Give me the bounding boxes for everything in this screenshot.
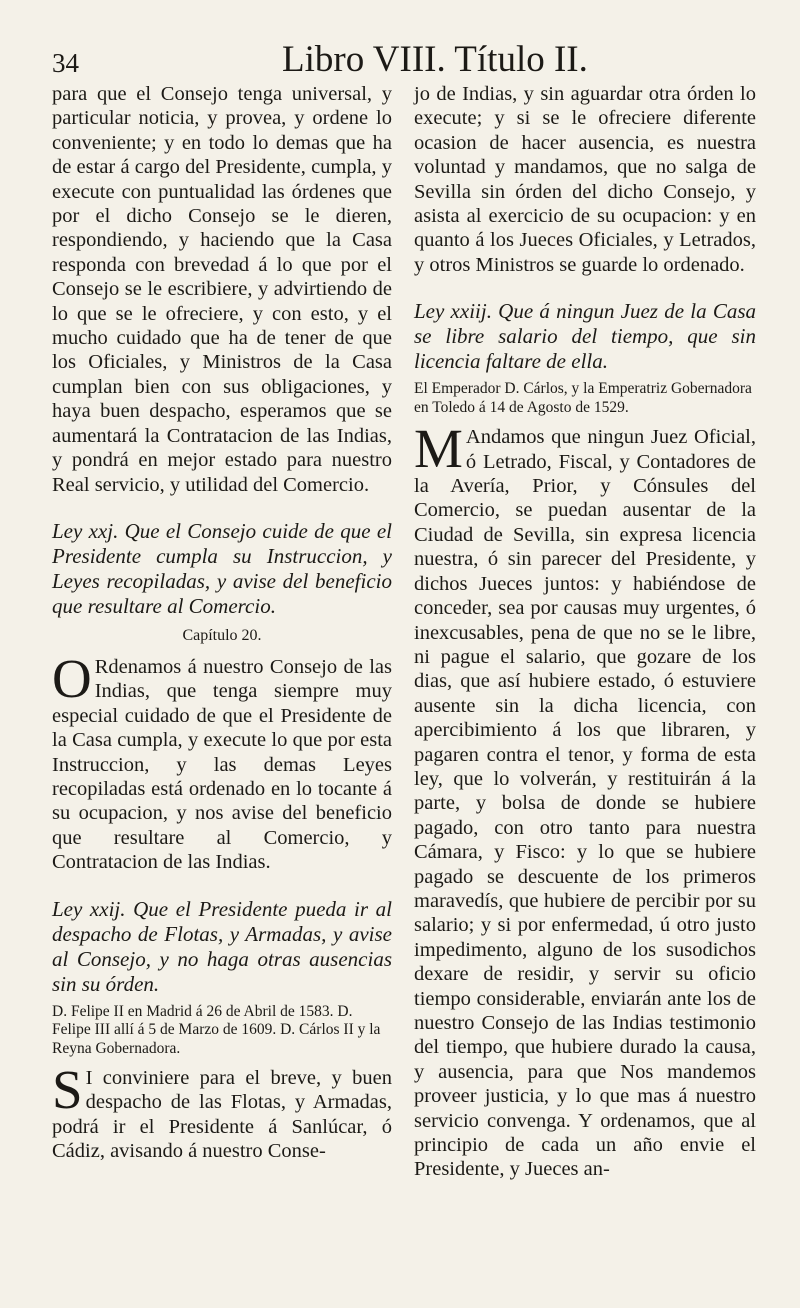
law-23-title: Ley xxiij. Que á ningun Juez de la Casa se libre salario del tiempo, que sin licencia faltare de ella. — [414, 299, 756, 374]
running-title: Libro VIII. Título II. — [282, 39, 588, 80]
right-column — [414, 82, 756, 1182]
law-23-text: Andamos que ningun Juez Oficial, ó Letrado, Fiscal, y Contadores de la Avería, Prior, y Cónsules del Comercio, se puedan ausentar de la Ciudad de Sevilla, sin expresa licencia nuestra, ó sin parecer del Presidente, y dichos Jueces juntos: y habiéndose de conceder, sea por causas muy urgentes, ó inexcusables, pena de que no se le libre, ni pague el salario, que gozare de los dias, que así hubiere estado, ó estuviere ausente sin la dicha licencia, con apercibimiento á los que libraren, y pagaren contra el tenor, y forma de esta ley, que lo volverán, y restituirán á la parte, y bolsa de donde se hubiere pagado, con otro tanto para nuestra Cámara, y Fisco: y lo que se hubiere pagado se descuente de los primeros maravedís, que hubiere de percibir por su salario; y si por enfermedad, ú otro justo impedimento, alguno de los susodichos dexare de residir, y servir su oficio tiempo considerable, enviarán ante los de nuestro Consejo de las Indias testimonio del tiempo, que hubiere durado la causa, y ausencia, para que Nos mandemos proveer justicia, y lo que mas á nuestro servicio convenga. Y ordenamos, que al principio de cada un año envie el Presidente, y Jueces an- — [414, 426, 756, 1181]
dropcap: S — [52, 1059, 83, 1121]
left-column — [52, 82, 392, 1164]
dropcap: O — [52, 647, 92, 709]
law-21-body — [52, 647, 392, 875]
law-22-title: Ley xxij. Que el Presidente pueda ir al despacho de Flotas, y Armadas, y avise al Consejo, y no haga otras ausencias sin su órden. — [52, 896, 392, 996]
continuation-text: para que el Consejo tenga universal, y particular noticia, y provea, y ordene lo conveniente; y en todo lo demas que ha de estar á cargo del Presidente, cumpla, y execute con puntualidad las órdenes que por el dicho Consejo se le dieren, respondiendo, y haciendo que la Casa responda con brevedad á lo que por el Consejo se le escribiere, y advirtiendo de lo que se le ofreciere, y con esto, y el mucho cuidado que ha de tener de que los Oficiales, y Ministros de la Casa cumplan bien con sus obligaciones, y haya buen despacho, esperamos que se aumentará la Contratacion de las Indias, y pondrá en mejor estado para nuestro Real servicio, y utilidad del Comercio. — [52, 83, 392, 496]
law-22-text: I conviniere para el breve, y buen despacho de las Flotas, y Armadas, podrá ir el Presidente á Sanlúcar, ó Cádiz, avisando á nuestro Conse- — [52, 1067, 392, 1163]
law-22-body — [52, 1059, 392, 1164]
law-21-title: Ley xxj. Que el Consejo cuide de que el Presidente cumpla su Instruccion, y Leyes recopiladas, y avise del beneficio que resultare al Comercio. — [52, 518, 392, 618]
page-number: 34 — [52, 48, 79, 78]
law-23-source: El Emperador D. Cárlos, y la Emperatriz Gobernadora en Toledo á 14 de Agosto de 1529. — [414, 380, 752, 416]
law-23-body — [414, 418, 756, 1182]
dropcap: M — [414, 418, 463, 480]
law-21-text: Rdenamos á nuestro Consejo de las Indias, que tenga siempre muy especial cuidado de que el Presidente de la Casa cumpla, y execute lo que por esta Instruccion, y las demas Leyes recopiladas está ordenado en lo tocante á su ocupacion, y nos avise del beneficio que resultare al Comercio, y Contratacion de las Indias. — [52, 655, 392, 874]
continuation-text: jo de Indias, y sin aguardar otra órden lo execute; y si se le ofreciere diferente ocasion de hacer ausencia, es nuestra voluntad y mandamos, que no salga de Sevilla sin órden del dicho Consejo, y asista al exercicio de su ocupacion: y en quanto á los Jueces Oficiales, y Letrados, y otros Ministros se guarde lo ordenado. — [414, 83, 756, 276]
page-header — [52, 38, 752, 86]
law-21-chapter: Capítulo 20. — [182, 626, 262, 644]
law-22-source: D. Felipe II en Madrid á 26 de Abril de 1583. D. Felipe III allí á 5 de Marzo de 1609. D. Cárlos II y la Reyna Gobernadora. — [52, 1002, 381, 1057]
